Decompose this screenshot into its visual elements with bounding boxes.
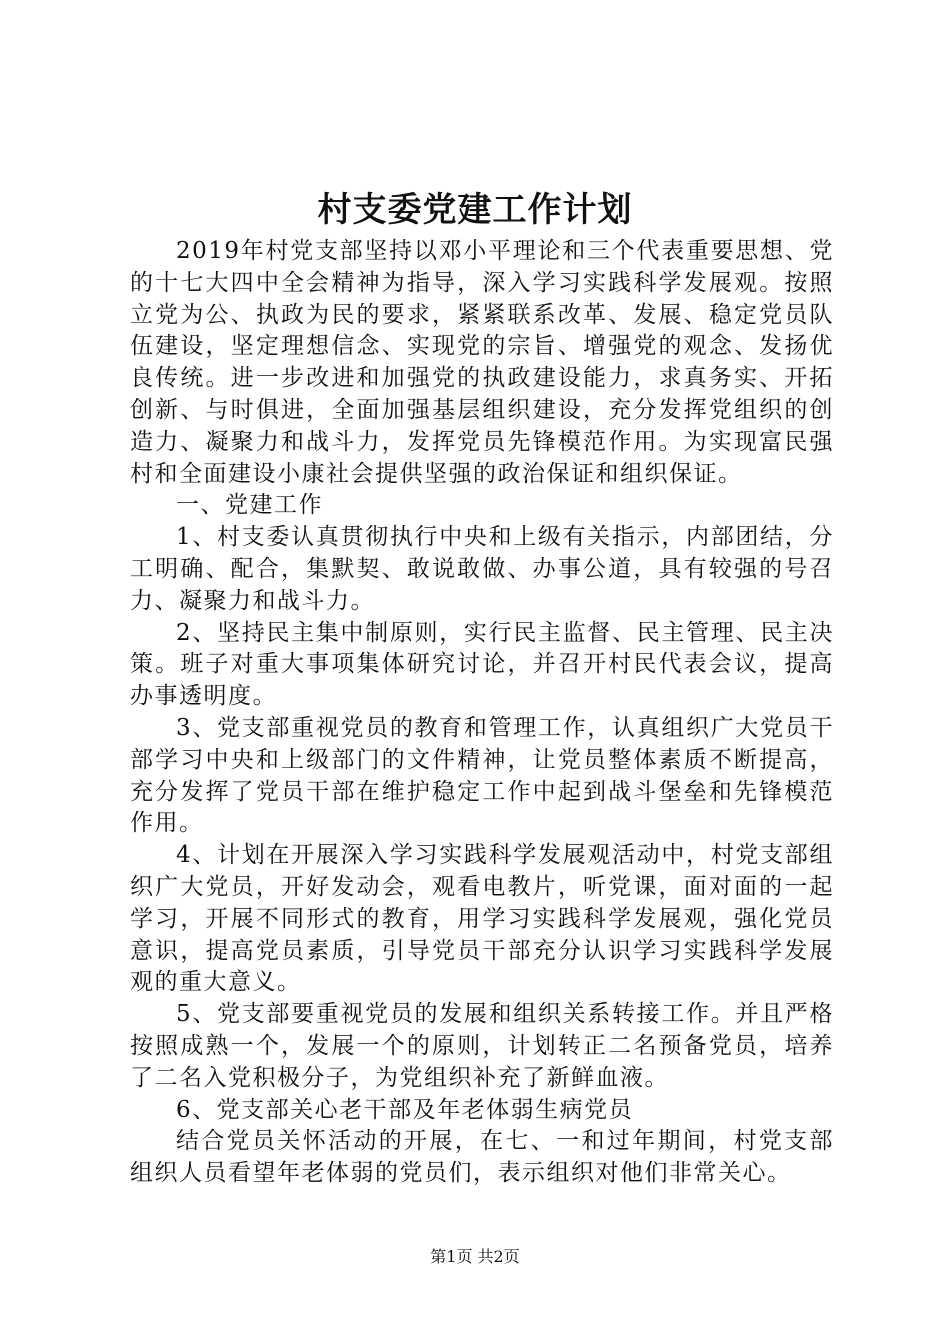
intro-paragraph: 2019年村党支部坚持以邓小平理论和三个代表重要思想、党的十七大四中全会精神为指导，深入学习实践科学发展观。按照立党为公、执政为民的要求，紧紧联系改革、发展、稳定党员队伍建设，坚定理想信念、实现党的宗旨、增强党的观念、发扬优良传统。进一步改进和加强党的执政建设能力，求真务实、开拓创新、与时俱进，全面加强基层组织建设，充分发挥党组织的创造力、凝聚力和战斗力，发挥党员先锋模范作用。为实现富民强村和全面建设小康社会提供坚强的政治保证和组织保证。 — [130, 238, 834, 487]
item-paragraph-1: 1、村支委认真贯彻执行中央和上级有关指示，内部团结，分工明确、配合，集默契、敢说敢做、办事公道，具有较强的号召力、凝聚力和战斗力。 — [130, 524, 834, 614]
document-body — [130, 236, 834, 1190]
page-number: 第1页 共2页 — [430, 1247, 520, 1266]
closing-paragraph: 结合党员关怀活动的开展，在七、一和过年期间，村党支部组织人员看望年老体弱的党员们，表示组织对他们非常关心。 — [130, 1128, 834, 1187]
document-title: 村支委党建工作计划 — [317, 190, 633, 230]
item-paragraph-5: 5、党支部要重视党员的发展和组织关系转接工作。并且严格按照成熟一个，发展一个的原则，计划转正二名预备党员，培养了二名入党积极分子，为党组织补充了新鲜血液。 — [130, 1001, 834, 1091]
item-paragraph-3: 3、党支部重视党员的教育和管理工作，认真组织广大党员干部学习中央和上级部门的文件精神，让党员整体素质不断提高，充分发挥了党员干部在维护稳定工作中起到战斗堡垒和先锋模范作用。 — [130, 714, 834, 837]
section-heading: 一、党建工作 — [176, 492, 323, 519]
item-paragraph-4: 4、计划在开展深入学习实践科学发展观活动中，村党支部组织广大党员，开好发动会，观看电教片，听党课，面对面的一起学习，开展不同形式的教育，用学习实践科学发展观，强化党员意识，提高党员素质，引导党员干部充分认识学习实践科学发展观的重大意义。 — [130, 842, 834, 996]
item-paragraph-2: 2、坚持民主集中制原则，实行民主监督、民主管理、民主决策。班子对重大事项集体研究讨论，并召开村民代表会议，提高办事透明度。 — [130, 619, 834, 710]
item-paragraph-6: 6、党支部关心老干部及年老体弱生病党员 — [176, 1096, 634, 1123]
